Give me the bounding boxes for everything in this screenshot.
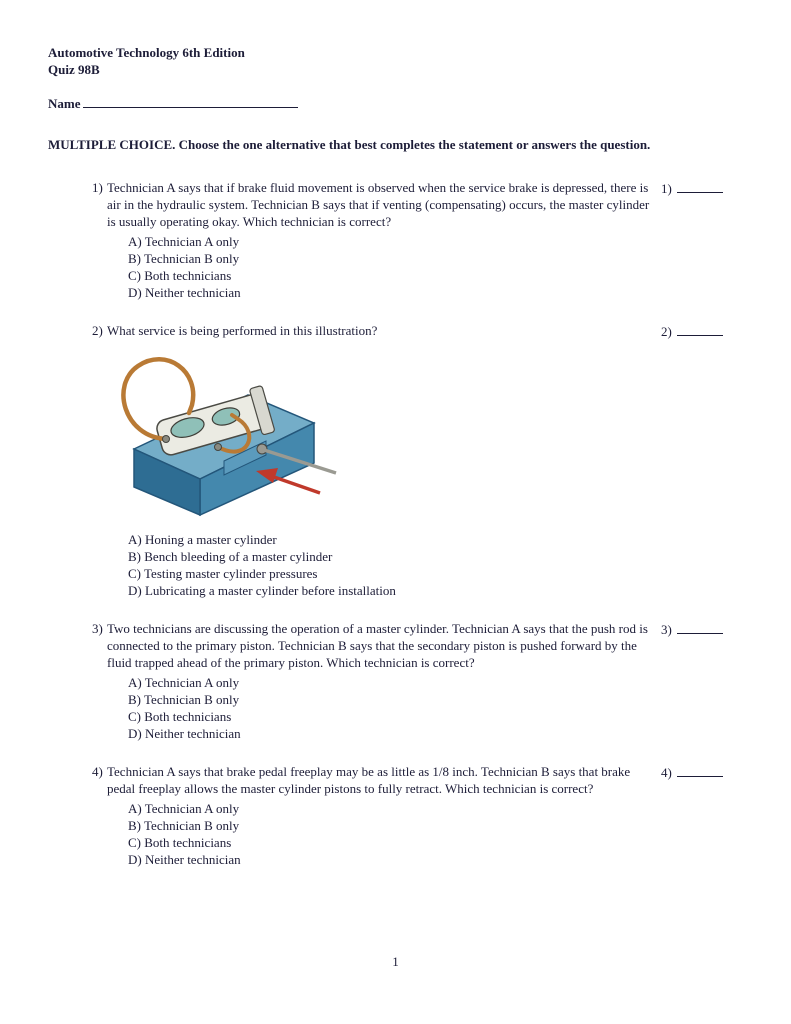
- header: [48, 44, 745, 78]
- question-4-choices: [92, 800, 657, 868]
- choice-b[interactable]: B) Technician B only: [128, 692, 240, 707]
- choice-a[interactable]: A) Technician A only: [128, 801, 240, 816]
- choice-b[interactable]: B) Technician B only: [128, 251, 240, 266]
- question-3-main: [92, 620, 657, 742]
- choice-d[interactable]: D) Neither technician: [128, 852, 241, 867]
- question-text: Two technicians are discussing the operation of a master cylinder. Technician A says that the push rod is connected to the primary piston. Technician B says that the secondary piston is pushed forward by the fluid trapped ahead of the primary piston. Which technician is correct?: [107, 621, 648, 670]
- choice-b[interactable]: B) Bench bleeding of a master cylinder: [128, 549, 333, 564]
- question-text: Technician A says that brake pedal freeplay may be as little as 1/8 inch. Technician B says that brake pedal freeplay allows the master cylinder pistons to fully retract. Which technician is correct?: [107, 764, 631, 796]
- question-2-choices: [92, 531, 657, 599]
- answer-slot-4: [657, 763, 745, 868]
- answer-number: 2): [661, 324, 672, 339]
- choice-c[interactable]: C) Both technicians: [128, 709, 232, 724]
- question-2-body: [92, 322, 657, 339]
- choice-c[interactable]: C) Both technicians: [128, 835, 232, 850]
- question-3-body: [92, 620, 657, 671]
- question-text: Technician A says that if brake fluid movement is observed when the service brake is depressed, there is air in the hydraulic system. Technician B says that if venting (compensating) occurs, the master cylinder is usually operating okay. Which technician is correct?: [107, 180, 650, 229]
- question-4: [92, 763, 745, 868]
- answer-number: 3): [661, 622, 672, 637]
- choice-d[interactable]: D) Neither technician: [128, 285, 241, 300]
- question-1-choices: [92, 233, 657, 301]
- question-3: [92, 620, 745, 742]
- choice-a[interactable]: A) Technician A only: [128, 234, 240, 249]
- choice-d[interactable]: D) Neither technician: [128, 726, 241, 741]
- question-text: What service is being performed in this illustration?: [107, 323, 378, 338]
- page-number: 1: [392, 954, 399, 969]
- answer-number: 4): [661, 765, 672, 780]
- question-1: [92, 179, 745, 301]
- answer-blank[interactable]: [677, 620, 723, 634]
- question-4-main: [92, 763, 657, 868]
- question-number: 4): [92, 764, 103, 779]
- choice-c[interactable]: C) Both technicians: [128, 268, 232, 283]
- name-row: [48, 94, 745, 112]
- question-1-main: [92, 179, 657, 301]
- question-number: 2): [92, 323, 103, 338]
- name-blank[interactable]: [83, 94, 298, 108]
- choice-a[interactable]: A) Honing a master cylinder: [128, 532, 277, 547]
- choice-c[interactable]: C) Testing master cylinder pressures: [128, 566, 318, 581]
- question-1-body: [92, 179, 657, 230]
- answer-slot-3: [657, 620, 745, 742]
- master-cylinder-bench-bleeding-illustration: [106, 351, 338, 517]
- book-title: Automotive Technology 6th Edition: [48, 45, 245, 60]
- choice-b[interactable]: B) Technician B only: [128, 818, 240, 833]
- question-2: [92, 322, 745, 599]
- question-4-body: [92, 763, 657, 797]
- question-number: 1): [92, 180, 103, 195]
- choice-d[interactable]: D) Lubricating a master cylinder before installation: [128, 583, 396, 598]
- answer-number: 1): [661, 181, 672, 196]
- choice-a[interactable]: A) Technician A only: [128, 675, 240, 690]
- answer-blank[interactable]: [677, 179, 723, 193]
- question-number: 3): [92, 621, 103, 636]
- quiz-title: Quiz 98B: [48, 62, 100, 77]
- answer-slot-1: [657, 179, 745, 301]
- name-label: Name: [48, 96, 81, 111]
- instructions: MULTIPLE CHOICE. Choose the one alternative that best completes the statement or answers the question.: [48, 137, 651, 152]
- question-2-main: [92, 322, 657, 599]
- answer-blank[interactable]: [677, 322, 723, 336]
- answer-slot-2: [657, 322, 745, 599]
- question-3-choices: [92, 674, 657, 742]
- answer-blank[interactable]: [677, 763, 723, 777]
